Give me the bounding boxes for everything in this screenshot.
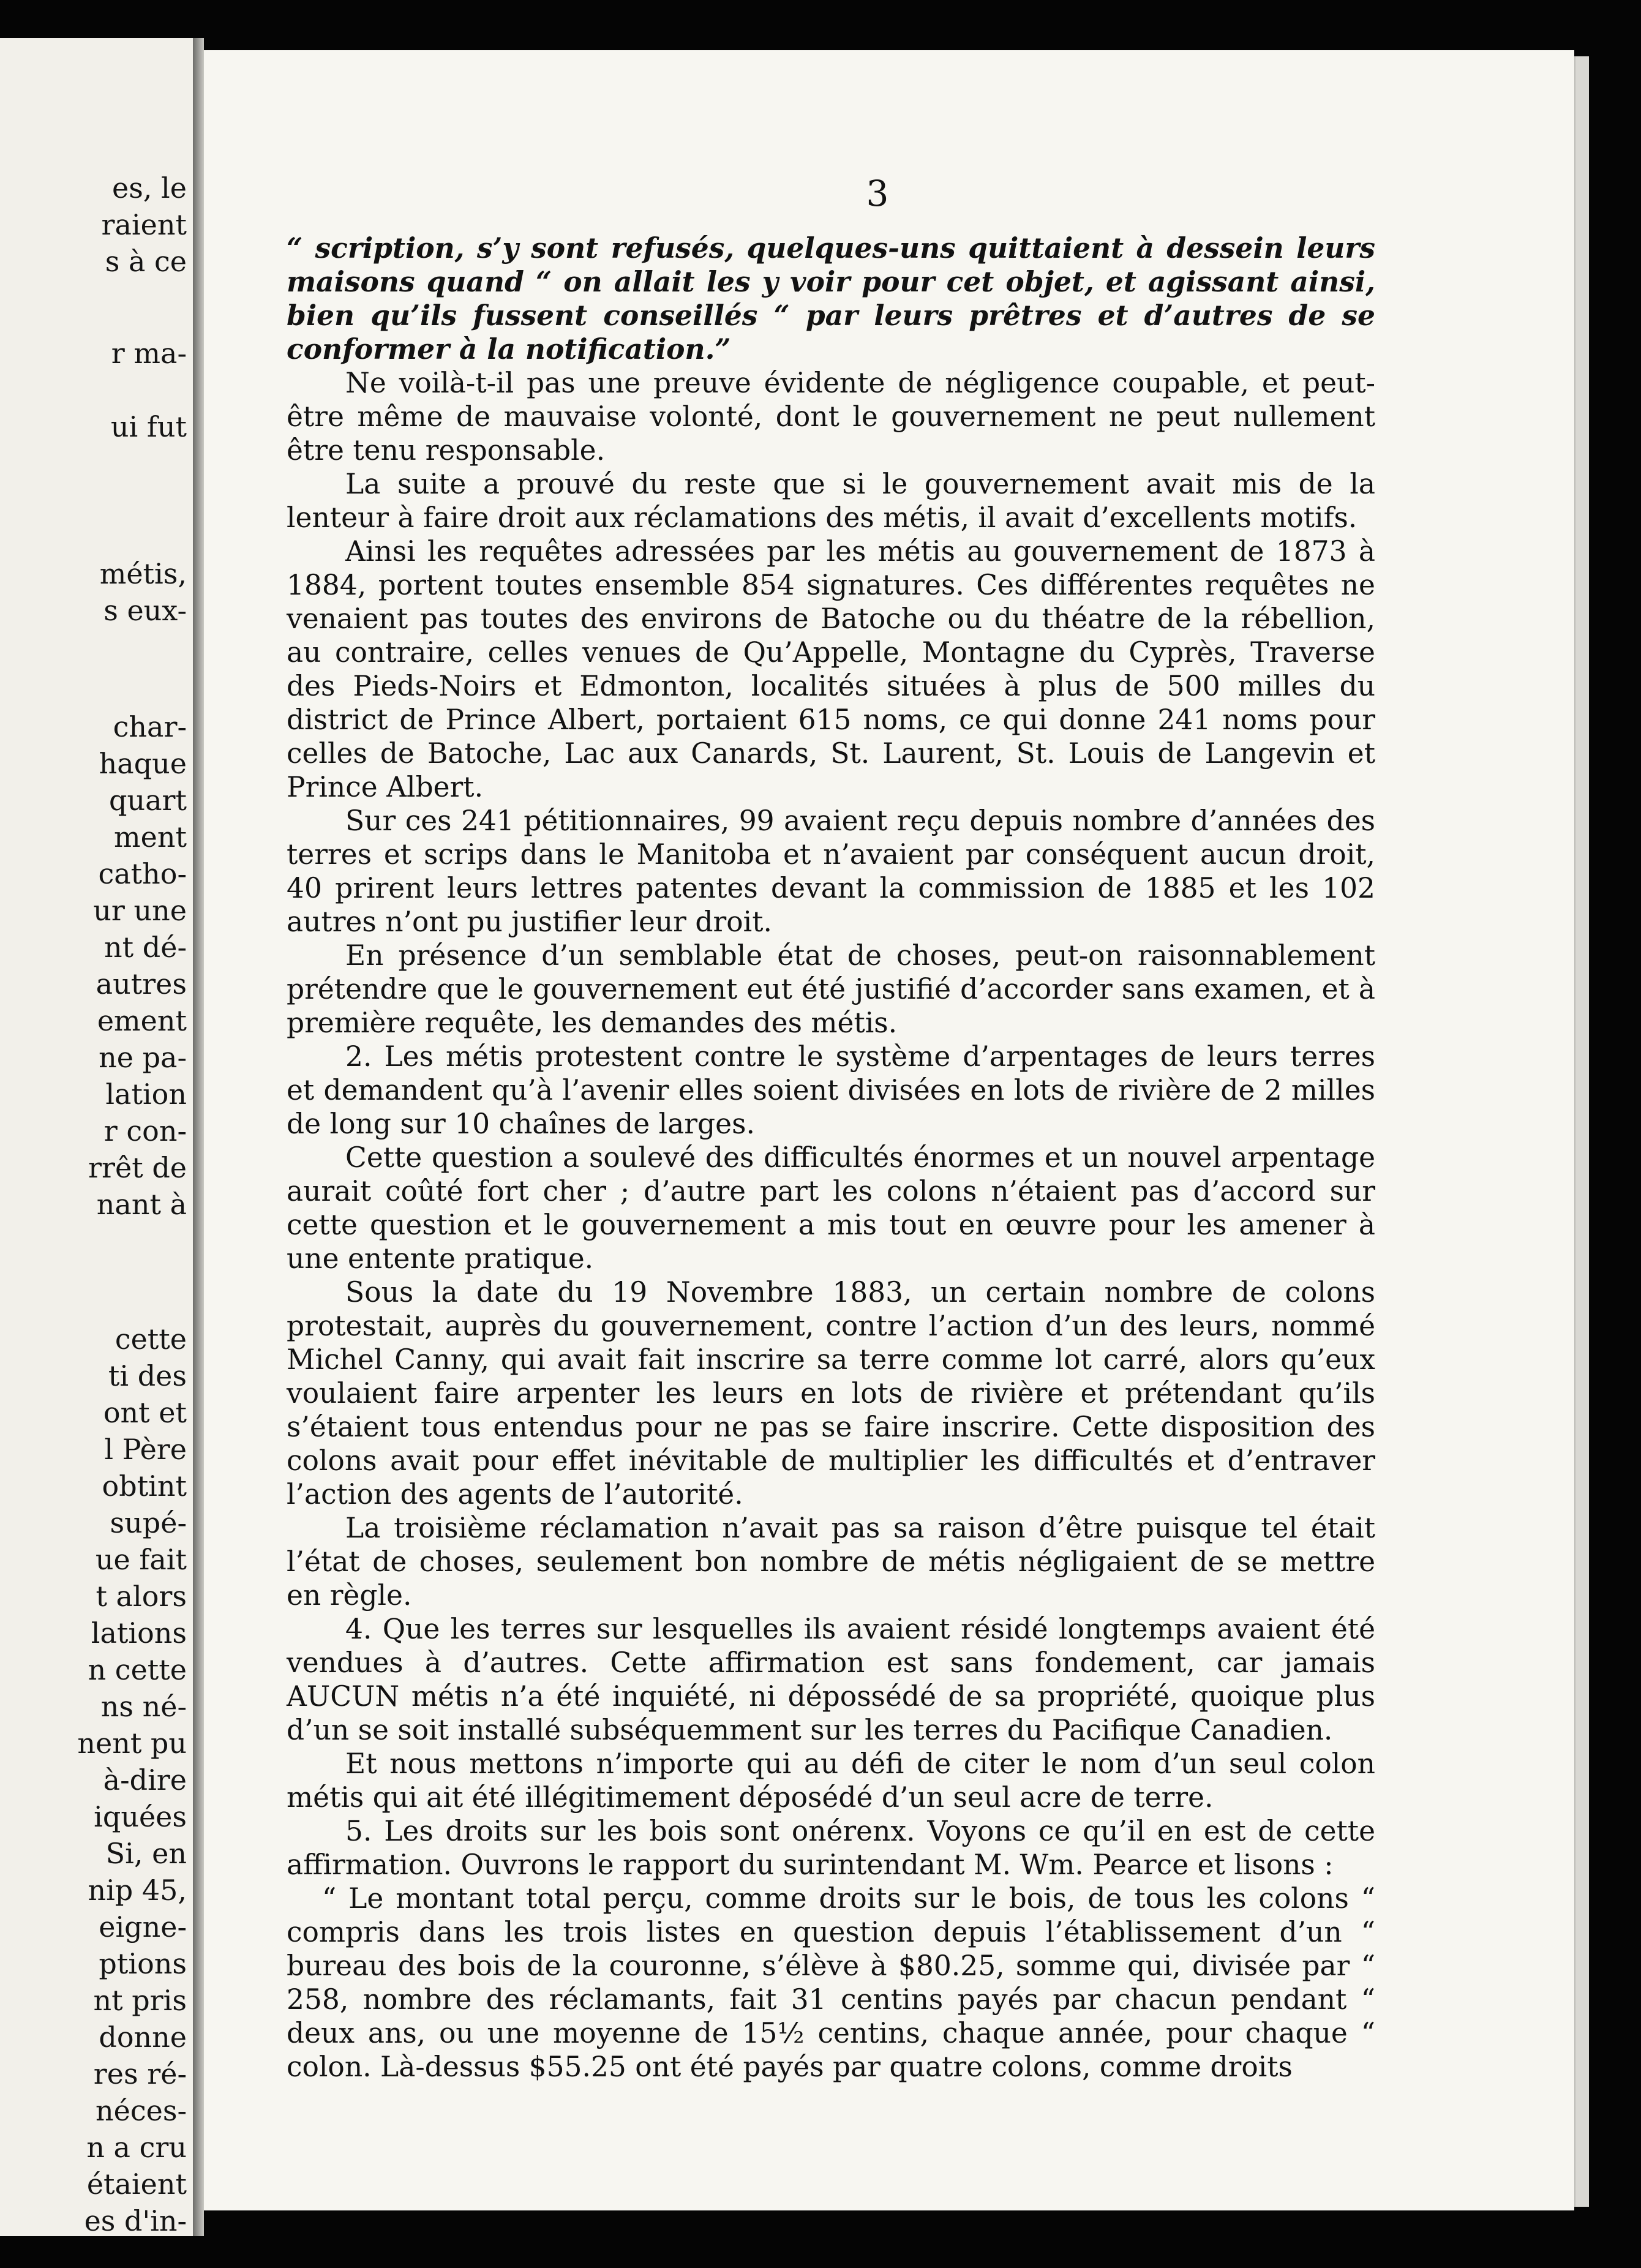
paragraph: Et nous mettons n’importe qui au défi de citer le nom d’un seul colon métis qui ait été illégitimement déposédé d’un seul acre de terre. bbox=[287, 1748, 1375, 1814]
left-page-text-fragment: s eux- bbox=[103, 594, 187, 627]
paragraph: En présence d’un semblable état de choses, peut-on raisonnablement prétendre que le gouvernement eut été justifié d’accorder sans examen, et à première requête, les demandes des métis. bbox=[287, 939, 1375, 1039]
left-page-text-fragment: r con- bbox=[103, 1114, 187, 1147]
left-page-text-fragment: autres bbox=[96, 967, 187, 1001]
left-page-text-fragment: ue fait bbox=[95, 1543, 187, 1576]
left-page-text-fragment: ment bbox=[114, 820, 187, 854]
paragraph: 5. Les droits sur les bois sont onérenx. Voyons ce qu’il en est de cette affirmation. Ouvrons le rapport du surintendant M. Wm. Pearce et lisons : bbox=[287, 1815, 1375, 1881]
left-page-text-fragment: supé- bbox=[110, 1506, 187, 1539]
paragraph: “ Le montant total perçu, comme droits sur le bois, de tous les colons “ compris dans les trois listes en question depuis l’établissement d’un “ bureau des bois de la couronne, s’élève à $80.25, somme qui, divisée par “ 258, nombre des réclamants, fait 31 centins payés par chacun pendant “ deux ans, ou une moyenne de 15½ centins, chaque année, pour chaque “ colon. Là-dessus $55.25 ont été payés par quatre colons, comme droits bbox=[287, 1882, 1375, 2083]
left-page-text-fragment: ne pa- bbox=[99, 1041, 187, 1074]
left-page-text-fragment: s à ce bbox=[105, 245, 187, 278]
left-page-text-fragment: nant à bbox=[96, 1188, 187, 1221]
left-page-text-fragment: es, le bbox=[111, 171, 187, 205]
page-number: 3 bbox=[866, 173, 889, 214]
left-page-text-fragment: ont et bbox=[103, 1396, 187, 1429]
left-page-text-fragment: eigne- bbox=[99, 1910, 187, 1943]
paragraph: 4. Que les terres sur lesquelles ils avaient résidé longtemps avaient été vendues à d’autres. Cette affirmation est sans fondement, car jamais AUCUN métis n’a été inquiété, ni dépossédé de sa propriété, quoique plus d’un se soit installé subséquemment sur les terres du Pacifique Canadien. bbox=[287, 1613, 1375, 1746]
left-page-text-fragment: raient bbox=[101, 208, 187, 241]
left-page-text-fragment: ur une bbox=[93, 894, 187, 927]
paragraph: Sur ces 241 pétitionnaires, 99 avaient reçu depuis nombre d’années des terres et scrips dans le Manitoba et n’avaient par conséquent aucun droit, 40 prirent leurs lettres patentes devant la commission de 1885 et les 102 autres n’ont pu justifier leur droit. bbox=[287, 805, 1375, 938]
left-page-text-fragment: ns né- bbox=[100, 1690, 187, 1723]
left-page-text-fragment: cette bbox=[115, 1323, 187, 1356]
body-text bbox=[287, 231, 1375, 2084]
left-page-text-fragment: quart bbox=[109, 784, 187, 817]
paragraph: Ainsi les requêtes adressées par les métis au gouvernement de 1873 à 1884, portent toutes ensemble 854 signatures. Ces différentes requêtes ne venaient pas toutes des environs de Batoche ou du théatre de la rébellion, au contraire, celles venues de Qu’Appelle, Montagne du Cyprès, Traverse des Pieds-Noirs et Edmonton, localités situées à plus de 500 milles du district de Prince Albert, portaient 615 noms, ce qui donne 241 noms pour celles de Batoche, Lac aux Canards, St. Laurent, St. Louis de Langevin et Prince Albert. bbox=[287, 535, 1375, 803]
paragraph: La troisième réclamation n’avait pas sa raison d’être puisque tel était l’état de choses, seulement bon nombre de métis négligaient de se mettre en règle. bbox=[287, 1512, 1375, 1612]
left-page-text-fragment: ui fut bbox=[110, 410, 187, 443]
left-page-text-fragment: donne bbox=[99, 2021, 187, 2054]
left-page-text-fragment: à-dire bbox=[103, 1763, 187, 1797]
book-spine bbox=[193, 38, 204, 2236]
left-page-text-fragment: lations bbox=[91, 1617, 187, 1650]
left-page-text-fragment: Si, en bbox=[105, 1837, 187, 1870]
left-page-text-fragment: lation bbox=[105, 1078, 187, 1111]
paragraph: Sous la date du 19 Novembre 1883, un certain nombre de colons protestait, auprès du gouvernement, contre l’action d’un des leurs, nommé Michel Canny, qui avait fait inscrire sa terre comme lot carré, alors qu’eux voulaient faire arpenter les leurs en lots de rivière et prétendant qu’ils s’étaient tous entendus pour ne pas se faire inscrire. Cette disposition des colons avait pour effet inévitable de multiplier les difficultés et d’entraver l’action des agents de l’autorité. bbox=[287, 1276, 1375, 1511]
left-page-text-fragment: ement bbox=[97, 1004, 187, 1037]
left-page-text-fragment: ptions bbox=[99, 1947, 187, 1980]
left-page-text-fragment: haque bbox=[99, 747, 187, 780]
left-page-text-fragment: catho- bbox=[98, 857, 187, 890]
left-page-text-fragment: néces- bbox=[96, 2094, 187, 2127]
left-page-text-fragment: rrêt de bbox=[88, 1151, 187, 1184]
left-page-text-fragment: ti des bbox=[108, 1359, 187, 1392]
left-page-text-fragment: étaient bbox=[86, 2168, 187, 2201]
page bbox=[204, 50, 1574, 2210]
left-page-text-fragment: n a cru bbox=[86, 2131, 187, 2164]
paragraph: La suite a prouvé du reste que si le gouvernement avait mis de la lenteur à faire droit aux réclamations des métis, il avait d’excellents motifs. bbox=[287, 468, 1375, 534]
left-page-text-fragment: métis, bbox=[99, 557, 187, 590]
left-page-text-fragment: res ré- bbox=[93, 2057, 187, 2090]
left-page-text-fragment: nip 45, bbox=[88, 1874, 187, 1907]
left-page-text-fragment: nt pris bbox=[93, 1984, 187, 2017]
page-edge bbox=[1574, 56, 1589, 2207]
left-page-text-fragment: char- bbox=[113, 710, 187, 743]
left-page-text-fragment: iquées bbox=[94, 1800, 187, 1833]
left-page-text-fragment: es d'in- bbox=[84, 2204, 187, 2236]
left-page-text-fragment: nent pu bbox=[77, 1727, 187, 1760]
left-page-text-fragment: n cette bbox=[88, 1653, 187, 1686]
left-page-text-fragment: r ma- bbox=[111, 337, 187, 370]
left-page-text-fragment: t alors bbox=[96, 1580, 187, 1613]
paragraph: 2. Les métis protestent contre le système d’arpentages de leurs terres et demandent qu’à l’avenir elles soient divisées en lots de rivière de 2 milles de long sur 10 chaînes de larges. bbox=[287, 1040, 1375, 1140]
left-page-text-fragment: l Père bbox=[104, 1433, 187, 1466]
left-page-text-fragment: obtint bbox=[102, 1470, 187, 1503]
paragraph: Cette question a soulevé des difficultés énormes et un nouvel arpentage aurait coûté fort cher ; d’autre part les colons n’étaient pas d’accord sur cette question et le gouvernement a mis tout en œuvre pour les amener à une entente pratique. bbox=[287, 1141, 1375, 1275]
left-page-fragment bbox=[0, 38, 195, 2236]
left-page-text-fragment: nt dé- bbox=[104, 931, 187, 964]
paragraph: Ne voilà-t-il pas une preuve évidente de négligence coupable, et peut-être même de mauvaise volonté, dont le gouvernement ne peut nullement être tenu responsable. bbox=[287, 367, 1375, 467]
paragraph: “ scription, s’y sont refusés, quelques-uns quittaient à dessein leurs maisons quand “ on allait les y voir pour cet objet, et agissant ainsi, bien qu’ils fussent conseillés “ par leurs prêtres et d’autres de se conformer à la notification.” bbox=[287, 231, 1375, 366]
